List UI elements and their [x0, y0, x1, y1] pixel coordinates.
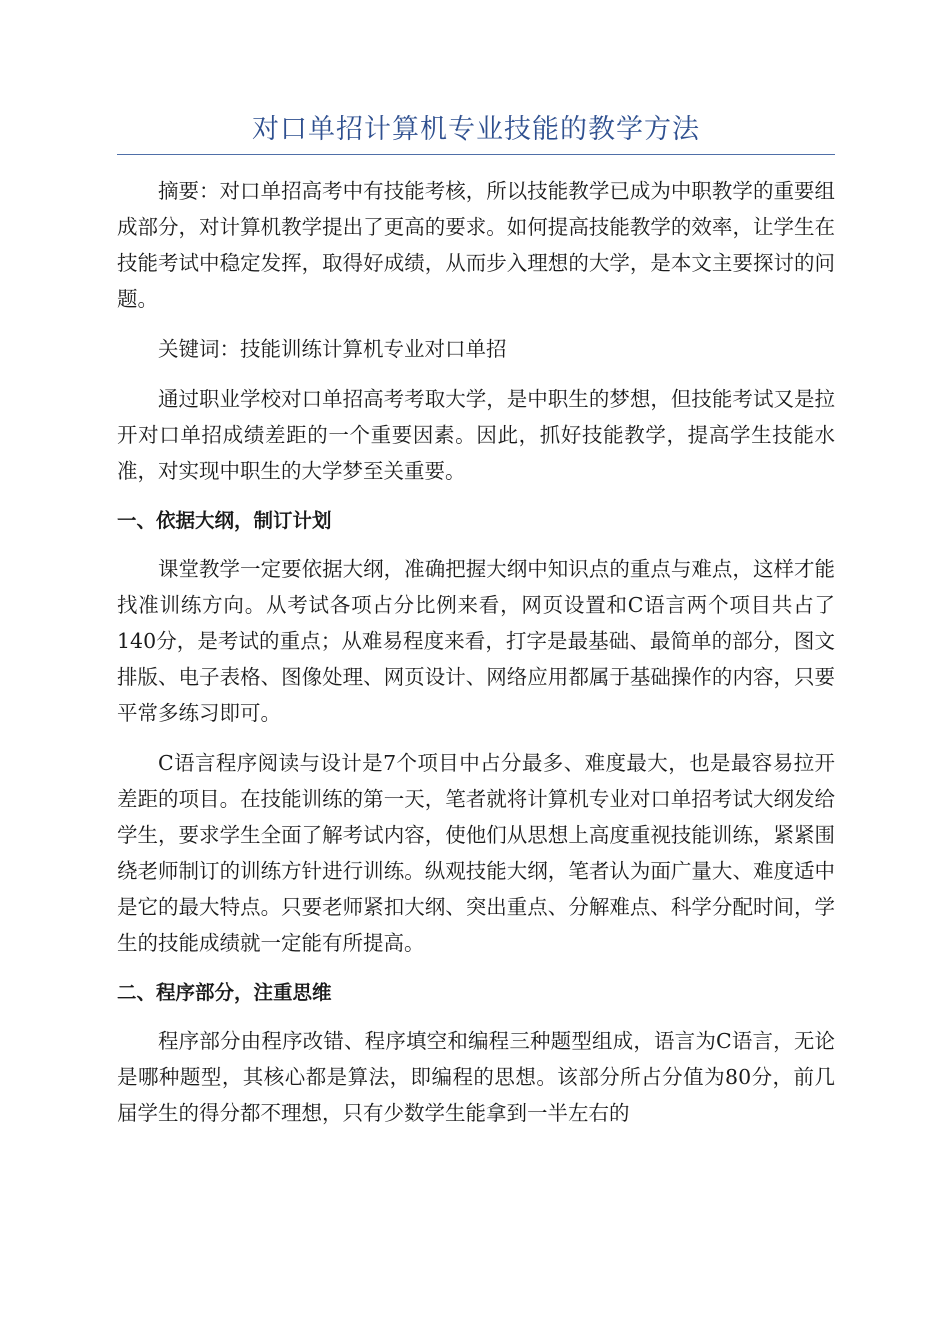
section1-paragraph-1: 课堂教学一定要依据大纲，准确把握大纲中知识点的重点与难点，这样才能找准训练方向。从考试各项占分比例来看，网页设置和C语言两个项目共占了140分，是考试的重点；从难易程度来看，打字是最基础、最简单的部分，图文排版、电子表格、图像处理、网页设计、网络应用都属于基础操作的内容，只要平常多练习即可。 — [117, 557, 835, 725]
document-title: 对口单招计算机专业技能的教学方法 — [252, 114, 700, 145]
section1-paragraph-2: C语言程序阅读与设计是7个项目中占分最多、难度最大，也是最容易拉开差距的项目。在技能训练的第一天，笔者就将计算机专业对口单招考试大纲发给学生，要求学生全面了解考试内容，使他们从思想上高度重视技能训练，紧紧围绕老师制订的训练方针进行训练。纵观技能大纲，笔者认为面广量大、难度适中是它的最大特点。只要老师紧扣大纲、突出重点、分解难点、科学分配时间，学生的技能成绩就一定能有所提高。 — [117, 751, 835, 955]
section-heading-1: 一、依据大纲，制订计划 — [117, 509, 332, 532]
abstract-paragraph: 摘要：对口单招高考中有技能考核，所以技能教学已成为中职教学的重要组成部分，对计算机教学提出了更高的要求。如何提高技能教学的效率，让学生在技能考试中稳定发挥，取得好成绩，从而步入理想的大学，是本文主要探讨的问题。 — [117, 179, 835, 311]
section-heading-2: 二、程序部分，注重思维 — [117, 981, 332, 1004]
section2-paragraph-1: 程序部分由程序改错、程序填空和编程三种题型组成，语言为C语言，无论是哪种题型，其核心都是算法，即编程的思想。该部分所占分值为80分，前几届学生的得分都不理想，只有少数学生能拿到一半左右的 — [117, 1029, 835, 1125]
intro-paragraph: 通过职业学校对口单招高考考取大学，是中职生的梦想，但技能考试又是拉开对口单招成绩差距的一个重要因素。因此，抓好技能教学，提高学生技能水准，对实现中职生的大学梦至关重要。 — [117, 387, 835, 483]
title-underline — [117, 154, 835, 155]
keywords-paragraph: 关键词：技能训练计算机专业对口单招 — [158, 337, 507, 361]
document-page — [117, 108, 835, 1145]
